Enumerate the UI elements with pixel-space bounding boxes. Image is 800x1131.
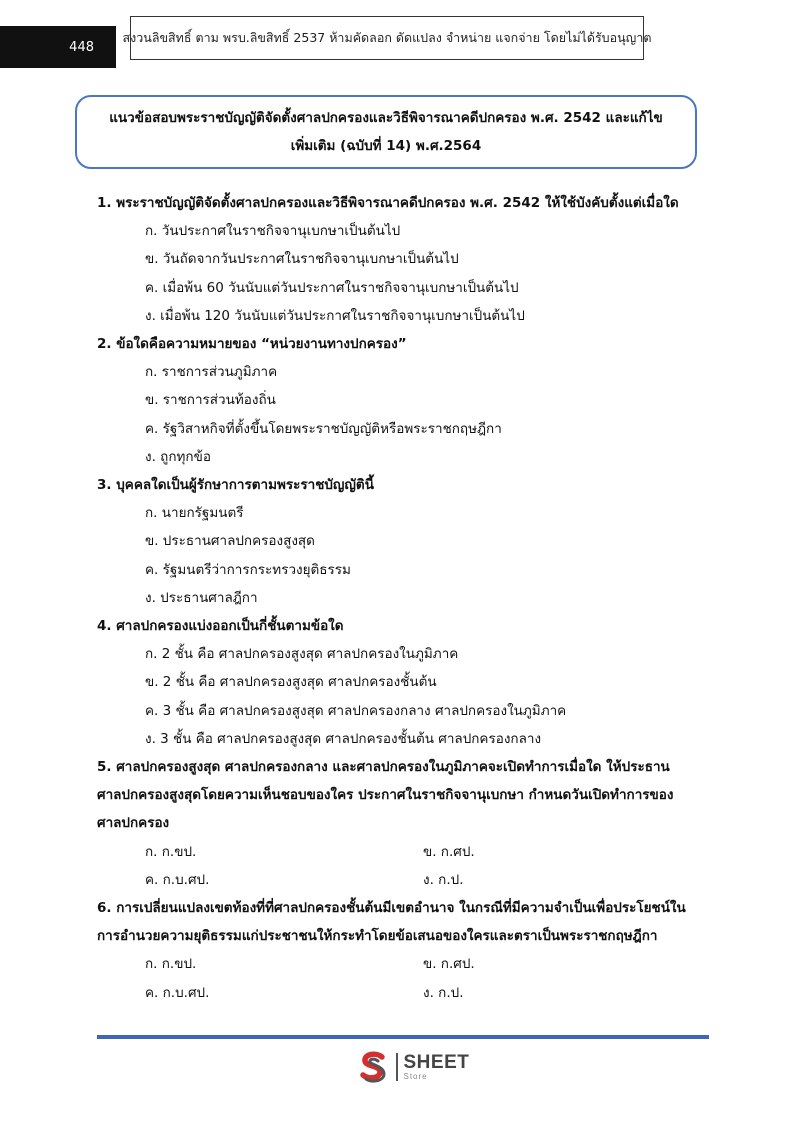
q4-option-b: ข. 2 ชั้น คือ ศาลปกครองสูงสุด ศาลปกครองชั้นต้น (145, 674, 437, 691)
q2-option-d: ง. ถูกทุกข้อ (145, 448, 211, 465)
question-2: 2. ข้อใดคือความหมายของ “หน่วยงานทางปกครอง” (97, 336, 407, 353)
logo-brand-subtext: Store (403, 1072, 428, 1081)
q3-option-b: ข. ประธานศาลปกครองสูงสุด (145, 533, 315, 550)
sheet-store-logo-icon (356, 1050, 390, 1084)
title-line-2: เพิ่มเติม (ฉบับที่ 14) พ.ศ.2564 (290, 138, 482, 154)
q4-option-d: ง. 3 ชั้น คือ ศาลปกครองสูงสุด ศาลปกครองชั้นต้น ศาลปกครองกลาง (145, 730, 542, 747)
q4-option-a: ก. 2 ชั้น คือ ศาลปกครองสูงสุด ศาลปกครองในภูมิภาค (145, 646, 459, 663)
q2-option-a: ก. ราชการส่วนภูมิภาค (145, 364, 278, 381)
page-number: 448 (0, 26, 116, 68)
q2-option-c: ค. รัฐวิสาหกิจที่ตั้งขึ้นโดยพระราชบัญญัติหรือพระราชกฤษฎีกา (145, 420, 502, 437)
q5-options (97, 838, 687, 894)
q5-option-c: ค. ก.บ.ศป. (145, 871, 210, 888)
q6-options (97, 950, 687, 1006)
sheet-store-logo (356, 1049, 469, 1085)
question-list (97, 189, 687, 1007)
q6-option-c: ค. ก.บ.ศป. (145, 984, 210, 1001)
question-6: 6. การเปลี่ยนแปลงเขตท้องที่ที่ศาลปกครองชั้นต้นมีเขตอำนาจ ในกรณีที่มีความจำเป็นเพื่อประโยชน์ในการอำนวยความยุติธรรมแก่ประชาชนให้กระทำโดยข้อเสนอของใครและตราเป็นพระราชกฤษฎีกา (97, 900, 686, 945)
logo-separator (396, 1053, 398, 1081)
q2-option-b: ข. ราชการส่วนท้องถิ่น (145, 392, 276, 409)
q1-option-c: ค. เมื่อพ้น 60 วันนับแต่วันประกาศในราชกิจจานุเบกษาเป็นต้นไป (145, 279, 519, 296)
q3-option-d: ง. ประธานศาลฎีกา (145, 589, 258, 606)
q6-option-a: ก. ก.ขป. (145, 956, 197, 973)
question-1: 1. พระราชบัญญัติจัดตั้งศาลปกครองและวิธีพิจารณาคดีปกครอง พ.ศ. 2542 ให้ใช้บังคับตั้งแต่เมื่อใด (97, 195, 679, 211)
q5-option-b: ข. ก.ศป. (423, 843, 475, 860)
question-5: 5. ศาลปกครองสูงสุด ศาลปกครองกลาง และศาลปกครองในภูมิภาคจะเปิดทำการเมื่อใด ให้ประธานศาลปกครองสูงสุดโดยความเห็นชอบของใคร ประกาศในราชกิจจานุเบกษา กำหนดวันเปิดทำการของศาลปกครอง (97, 759, 674, 832)
copyright-notice: สงวนลิขสิทธิ์ ตาม พรบ.ลิขสิทธิ์ 2537 ห้ามคัดลอก ดัดแปลง จำหน่าย แจกจ่าย โดยไม่ได้รับอนุญาต (130, 16, 644, 60)
q5-option-d: ง. ก.ป. (423, 871, 464, 888)
title-line-1: แนวข้อสอบพระราชบัญญัติจัดตั้งศาลปกครองและวิธีพิจารณาคดีปกครอง พ.ศ. 2542 และแก้ไข (109, 110, 663, 126)
footer-divider (97, 1035, 709, 1039)
q1-option-d: ง. เมื่อพ้น 120 วันนับแต่วันประกาศในราชกิจจานุเบกษาเป็นต้นไป (145, 307, 525, 324)
q1-option-a: ก. วันประกาศในราชกิจจานุเบกษาเป็นต้นไป (145, 223, 401, 240)
q1-option-b: ข. วันถัดจากวันประกาศในราชกิจจานุเบกษาเป็นต้นไป (145, 251, 459, 268)
q5-option-a: ก. ก.ขป. (145, 843, 197, 860)
q3-option-c: ค. รัฐมนตรีว่าการกระทรวงยุติธรรม (145, 561, 351, 578)
q6-option-d: ง. ก.ป. (423, 984, 464, 1001)
q3-option-a: ก. นายกรัฐมนตรี (145, 505, 244, 522)
document-title (75, 95, 697, 169)
question-4: 4. ศาลปกครองแบ่งออกเป็นกี่ชั้นตามข้อใด (97, 618, 344, 635)
question-3: 3. บุคคลใดเป็นผู้รักษาการตามพระราชบัญญัตินี้ (97, 477, 374, 494)
logo-brand-text: SHEET (403, 1052, 470, 1073)
q4-option-c: ค. 3 ชั้น คือ ศาลปกครองสูงสุด ศาลปกครองกลาง ศาลปกครองในภูมิภาค (145, 702, 567, 719)
q6-option-b: ข. ก.ศป. (423, 956, 475, 973)
